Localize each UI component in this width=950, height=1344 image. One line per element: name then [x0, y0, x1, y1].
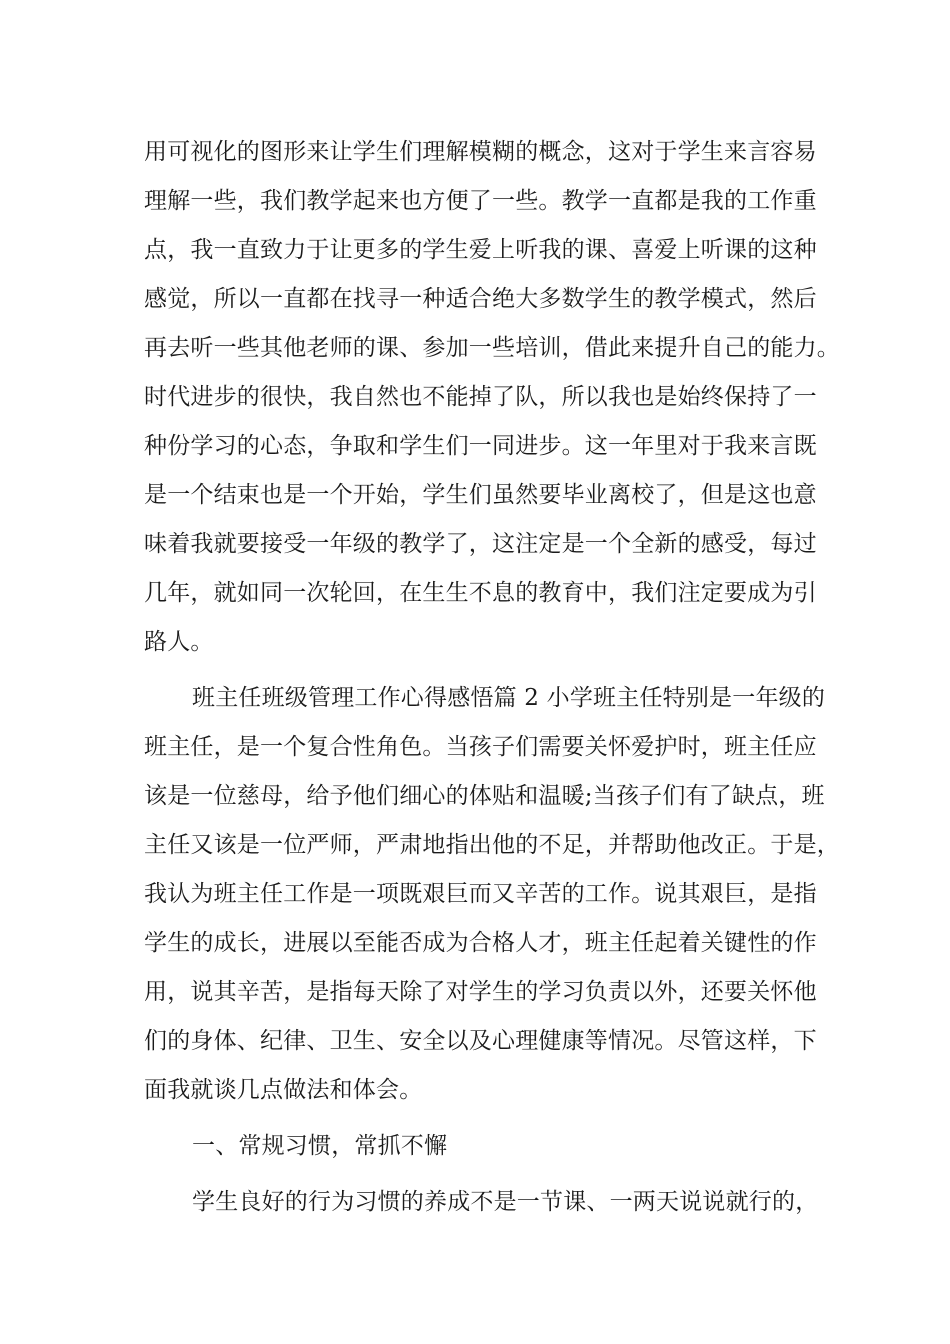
paragraph-line: 面我就谈几点做法和体会。	[144, 1077, 423, 1103]
paragraph-line: 感觉，所以一直都在找寻一种适合绝大多数学生的教学模式，然后	[144, 286, 817, 312]
paragraph-line: 们的身体、纪律、卫生、安全以及心理健康等情况。尽管这样，下	[144, 1028, 817, 1054]
paragraph-line: 种份学习的心态，争取和学生们一同进步。这一年里对于我来言既	[144, 433, 817, 459]
paragraph-line: 时代进步的很快，我自然也不能掉了队，所以我也是始终保持了一	[144, 384, 817, 410]
paragraph-line: 点，我一直致力于让更多的学生爱上听我的课、喜爱上听课的这种	[144, 237, 817, 263]
paragraph-line: 班主任，是一个复合性角色。当孩子们需要关怀爱护时，班主任应	[144, 734, 817, 760]
section-heading: 一、常规习惯，常抓不懈	[192, 1133, 448, 1159]
paragraph-line: 理解一些，我们教学起来也方便了一些。教学一直都是我的工作重	[144, 188, 817, 214]
paragraph-line: 主任又该是一位严师，严肃地指出他的不足，并帮助他改正。于是，	[144, 832, 840, 858]
paragraph-line: 用可视化的图形来让学生们理解模糊的概念，这对于学生来言容易	[144, 139, 817, 165]
paragraph-line: 味着我就要接受一年级的教学了，这注定是一个全新的感受，每过	[144, 531, 817, 557]
paragraph-line: 是一个结束也是一个开始，学生们虽然要毕业离校了，但是这也意	[144, 482, 817, 508]
paragraph-line: 学生良好的行为习惯的养成不是一节课、一两天说说就行的，	[192, 1189, 819, 1215]
paragraph-line: 我认为班主任工作是一项既艰巨而又辛苦的工作。说其艰巨，是指	[144, 881, 817, 907]
paragraph-line: 再去听一些其他老师的课、参加一些培训，借此来提升自己的能力。	[144, 335, 840, 361]
paragraph-line: 路人。	[144, 629, 214, 655]
paragraph-line: 用，说其辛苦，是指每天除了对学生的学习负责以外，还要关怀他	[144, 979, 817, 1005]
paragraph-line: 几年，就如同一次轮回，在生生不息的教育中，我们注定要成为引	[144, 580, 817, 606]
paragraph-line: 该是一位慈母，给予他们细心的体贴和温暖;当孩子们有了缺点，班	[144, 783, 825, 809]
paragraph-line: 班主任班级管理工作心得感悟篇 2 小学班主任特别是一年级的	[192, 685, 826, 711]
paragraph-line: 学生的成长，进展以至能否成为合格人才，班主任起着关键性的作	[144, 930, 817, 956]
